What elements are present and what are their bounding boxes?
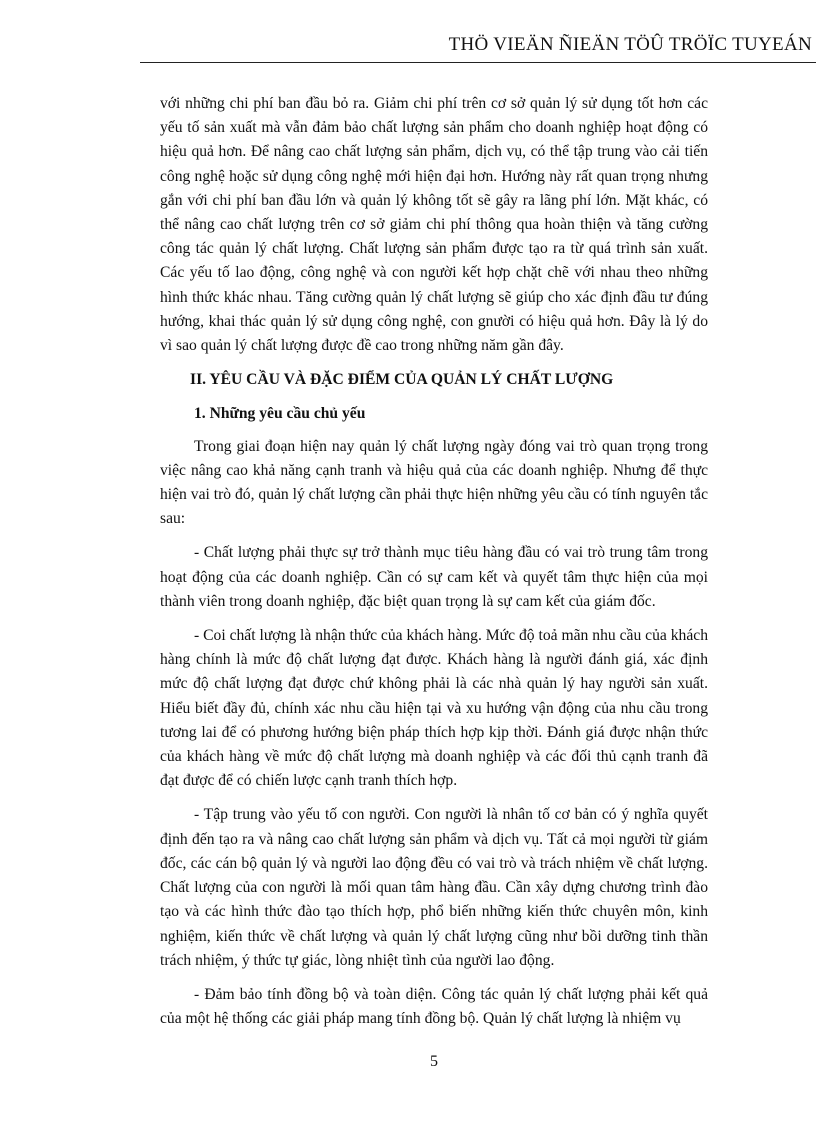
intro-paragraph: với những chi phí ban đầu bỏ ra. Giảm chi phí trên cơ sở quản lý sử dụng tốt hơn các yếu tố sản xuất mà vẫn đảm bảo chất lượng sản phẩm cho doanh nghiệp hoạt động có hiệu quả hơn. Để nâng cao chất lượng sản phẩm, dịch vụ, có thể tập trung vào cải tiến công nghệ hoặc sử dụng công nghệ mới hiện đại hơn. Hướng này rất quan trọng nhưng gắn với chi phí ban đầu lớn và quản lý không tốt sẽ gây ra lãng phí lớn. Mặt khác, có thể nâng cao chất lượng trên cơ sở giảm chi phí thông qua hoàn thiện và tăng cường công tác quản lý chất lượng. Chất lượng sản phẩm được tạo ra từ quá trình sản xuất. Các yếu tố lao động, công nghệ và con người kết hợp chặt chẽ với nhau theo những hình thức khác nhau. Tăng cường quản lý chất lượng sẽ giúp cho xác định đầu tư đúng hướng, khai thác quản lý sử dụng công nghệ, con gnười có hiệu quả hơn. Đây là lý do vì sao quản lý chất lượng được đề cao trong những năm gần đây. <box>160 95 708 355</box>
page-number: 5 <box>430 1053 438 1070</box>
paragraph-principles-intro: Trong giai đoạn hiện nay quản lý chất lượng ngày đóng vai trò quan trọng trong việc nâng cao khả năng cạnh tranh và hiệu quả của các doanh nghiệp. Nhưng để thực hiện vai trò đó, quản lý chất lượng cần phải thực hiện những yêu cầu có tính nguyên tắc sau: <box>160 437 708 528</box>
document-body <box>160 92 708 1041</box>
paragraph-human-factor: - Tập trung vào yếu tố con người. Con người là nhân tố cơ bản có ý nghĩa quyết định đến tạo ra và nâng cao chất lượng sản phẩm và dịch vụ. Tất cả mọi người từ giám đốc, các cán bộ quản lý và người lao động đều có vai trò và trách nhiệm về chất lượng. Chất lượng của con người là mối quan tâm hàng đầu. Cần xây dựng chương trình đào tạo và các hình thức đào tạo thích hợp, phổ biến những kiến thức chuyên môn, kinh nghiệm, kiến thức về chất lượng và quản lý chất lượng cũng như bồi dưỡng tinh thần trách nhiệm, ý thức tự giác, lòng nhiệt tình của người lao động. <box>160 806 708 969</box>
header-title: THÖ VIEÄN ÑIEÄN TÖÛ TRÖÏC TUYEÁN <box>448 34 812 55</box>
subsection-heading: 1. Những yêu cầu chủ yếu <box>194 405 366 423</box>
paragraph-synchronization: - Đảm bảo tính đồng bộ và toàn diện. Công tác quản lý chất lượng phải kết quả của một hệ thống các giải pháp mang tính đồng bộ. Quản lý chất lượng là nhiệm vụ <box>160 985 708 1028</box>
paragraph-quality-goal: - Chất lượng phải thực sự trở thành mục tiêu hàng đầu có vai trò trung tâm trong hoạt động của các doanh nghiệp. Cần có sự cam kết và quyết tâm thực hiện của mọi thành viên trong doanh nghiệp, đặc biệt quan trọng là sự cam kết của giám đốc. <box>160 544 708 610</box>
section-heading: II. YÊU CẦU VÀ ĐẶC ĐIỂM CỦA QUẢN LÝ CHẤT LƯỢNG <box>190 371 614 389</box>
page-header <box>0 34 816 64</box>
header-rule <box>140 62 816 63</box>
paragraph-customer-perception: - Coi chất lượng là nhận thức của khách hàng. Mức độ toả mãn nhu cầu của khách hàng chính là mức độ chất lượng đạt được. Khách hàng là người đánh giá, xác định mức độ chất lượng đạt được chứ không phải là các nhà quản lý hay người sản xuất. Hiểu biết đầy đủ, chính xác nhu cầu hiện tại và xu hướng vận động của nhu cầu trong tương lai để có phương hướng biện pháp thích hợp kịp thời. Đánh giá được nhận thức của khách hàng về mức độ chất lượng mà doanh nghiệp và các đối thủ cạnh tranh đã đạt được để có chiến lược cạnh tranh thích hợp. <box>160 627 708 790</box>
